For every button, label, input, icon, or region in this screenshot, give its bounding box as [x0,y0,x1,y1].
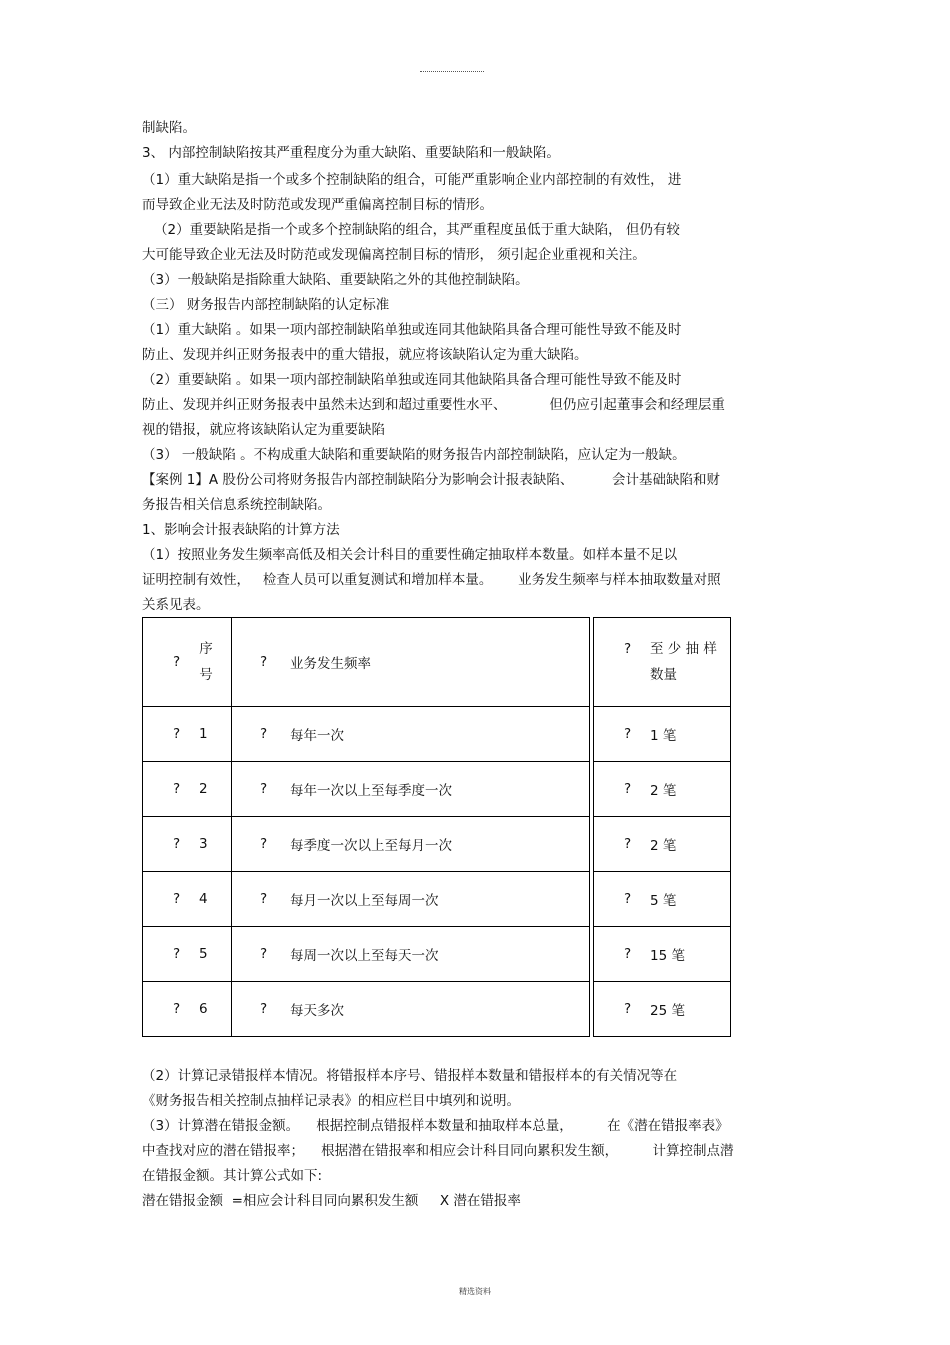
table-row [143,707,731,762]
bullet-glyph: ? [173,654,181,670]
text-line: 1、影响会计报表缺陷的计算方法 [142,522,340,538]
bullet-glyph: ? [173,726,181,742]
bullet-glyph: ? [260,654,268,670]
cell-seq: 6 [199,1001,208,1017]
table-row [143,762,731,817]
bullet-glyph: ? [260,891,268,907]
cell-seq: 2 [199,781,208,797]
cell-frequency: 每天多次 [290,1003,344,1019]
bullet-glyph: ? [260,946,268,962]
text-line: 务报告相关信息系统控制缺陷。 [142,497,331,513]
text-line: （1）重大缺陷是指一个或多个控制缺陷的组合，可能严重影响企业内部控制的有效性， 进 [142,172,682,188]
bullet-glyph: ? [173,891,181,907]
cell-sample-count: 1 笔 [650,728,677,744]
text-line: 中查找对应的潜在错报率； 根据潜在错报率和相应会计科目同向累积发生额， 计算控制点潜 [142,1143,734,1159]
bullet-glyph: ? [260,836,268,852]
table-row [143,927,731,982]
bullet-glyph: ? [624,946,632,962]
text-line: （3）计算潜在错报金额。 根据控制点错报样本数量和抽取样本总量， 在《潜在错报率表》 [142,1118,729,1134]
table-row [143,872,731,927]
cell-sample-count: 2 笔 [650,783,677,799]
table-row [143,982,731,1037]
cell-sample-count: 2 笔 [650,838,677,854]
table-header-row [143,618,731,707]
footer-text: 精选资料 [459,1287,491,1296]
cell-sample-count: 5 笔 [650,893,677,909]
cell-frequency: 每季度一次以上至每月一次 [290,838,452,854]
text-line: （2）计算记录错报样本情况。将错报样本序号、错报样本数量和错报样本的有关情况等在 [142,1068,678,1084]
text-line: 防止、发现并纠正财务报表中的重大错报，就应将该缺陷认定为重大缺陷。 [142,347,588,363]
header-seq-line2: 号 [199,667,213,683]
header-rule [420,71,484,72]
bullet-glyph: ? [260,726,268,742]
bullet-glyph: ? [260,1001,268,1017]
bullet-glyph: ? [173,781,181,797]
text-line: （1）重大缺陷 。如果一项内部控制缺陷单独或连同其他缺陷具备合理可能性导致不能及时 [142,322,682,338]
text-line: 制缺陷。 [142,120,196,136]
text-line: （三） 财务报告内部控制缺陷的认定标准 [142,297,390,313]
text-line: （3） 一般缺陷 。不构成重大缺陷和重要缺陷的财务报告内部控制缺陷，应认定为一般缺。 [142,447,686,463]
text-line: 潜在错报金额 =相应会计科目同向累积发生额 X 潜在错报率 [142,1193,521,1209]
text-line: 视的错报，就应将该缺陷认定为重要缺陷 [142,422,385,438]
text-line: 而导致企业无法及时防范或发现严重偏离控制目标的情形。 [142,197,493,213]
bullet-glyph: ? [624,1001,632,1017]
frequency-sample-table [142,617,731,1037]
bullet-glyph: ? [624,836,632,852]
bullet-glyph: ? [173,946,181,962]
text-line: 防止、发现并纠正财务报表中虽然未达到和超过重要性水平、 但仍应引起董事会和经理层重 [142,397,725,413]
header-sample-line2: 数量 [650,667,677,683]
text-line: （1）按照业务发生频率高低及相关会计科目的重要性确定抽取样本数量。如样本量不足以 [142,547,678,563]
bullet-glyph: ? [173,836,181,852]
cell-seq: 4 [199,891,208,907]
bullet-glyph: ? [173,1001,181,1017]
cell-seq: 3 [199,836,208,852]
bullet-glyph: ? [624,726,632,742]
text-line: （2）重要缺陷 。如果一项内部控制缺陷单独或连同其他缺陷具备合理可能性导致不能及时 [142,372,682,388]
text-line: 【案例 1】A 股份公司将财务报告内部控制缺陷分为影响会计报表缺陷、 会计基础缺陷和财 [142,472,721,488]
cell-sample-count: 15 笔 [650,948,685,964]
cell-frequency: 每周一次以上至每天一次 [290,948,439,964]
cell-frequency: 每年一次以上至每季度一次 [290,783,452,799]
text-line: 关系见表。 [142,597,210,613]
table-row [143,817,731,872]
bullet-glyph: ? [260,781,268,797]
text-line: （2）重要缺陷是指一个或多个控制缺陷的组合，其严重程度虽低于重大缺陷， 但仍有较 [154,222,680,238]
text-line: 大可能导致企业无法及时防范或发现偏离控制目标的情形， 须引起企业重视和关注。 [142,247,646,263]
text-line: （3）一般缺陷是指除重大缺陷、重要缺陷之外的其他控制缺陷。 [142,272,529,288]
cell-seq: 5 [199,946,208,962]
text-line: 《财务报告相关控制点抽样记录表》的相应栏目中填列和说明。 [142,1093,520,1109]
cell-frequency: 每年一次 [290,728,344,744]
text-line: 3、 内部控制缺陷按其严重程度分为重大缺陷、重要缺陷和一般缺陷。 [142,145,560,161]
cell-sample-count: 25 笔 [650,1003,685,1019]
bullet-glyph: ? [624,891,632,907]
text-line: 证明控制有效性， 检查人员可以重复测试和增加样本量。 业务发生频率与样本抽取数量对照 [142,572,721,588]
bullet-glyph: ? [624,641,632,657]
cell-frequency: 每月一次以上至每周一次 [290,893,439,909]
bullet-glyph: ? [624,781,632,797]
header-seq-line1: 序 [199,641,213,657]
cell-seq: 1 [199,726,208,742]
header-sample-line1: 至 少 抽 样 [650,641,717,657]
header-frequency: 业务发生频率 [290,656,371,672]
text-line: 在错报金额。其计算公式如下: [142,1168,323,1184]
